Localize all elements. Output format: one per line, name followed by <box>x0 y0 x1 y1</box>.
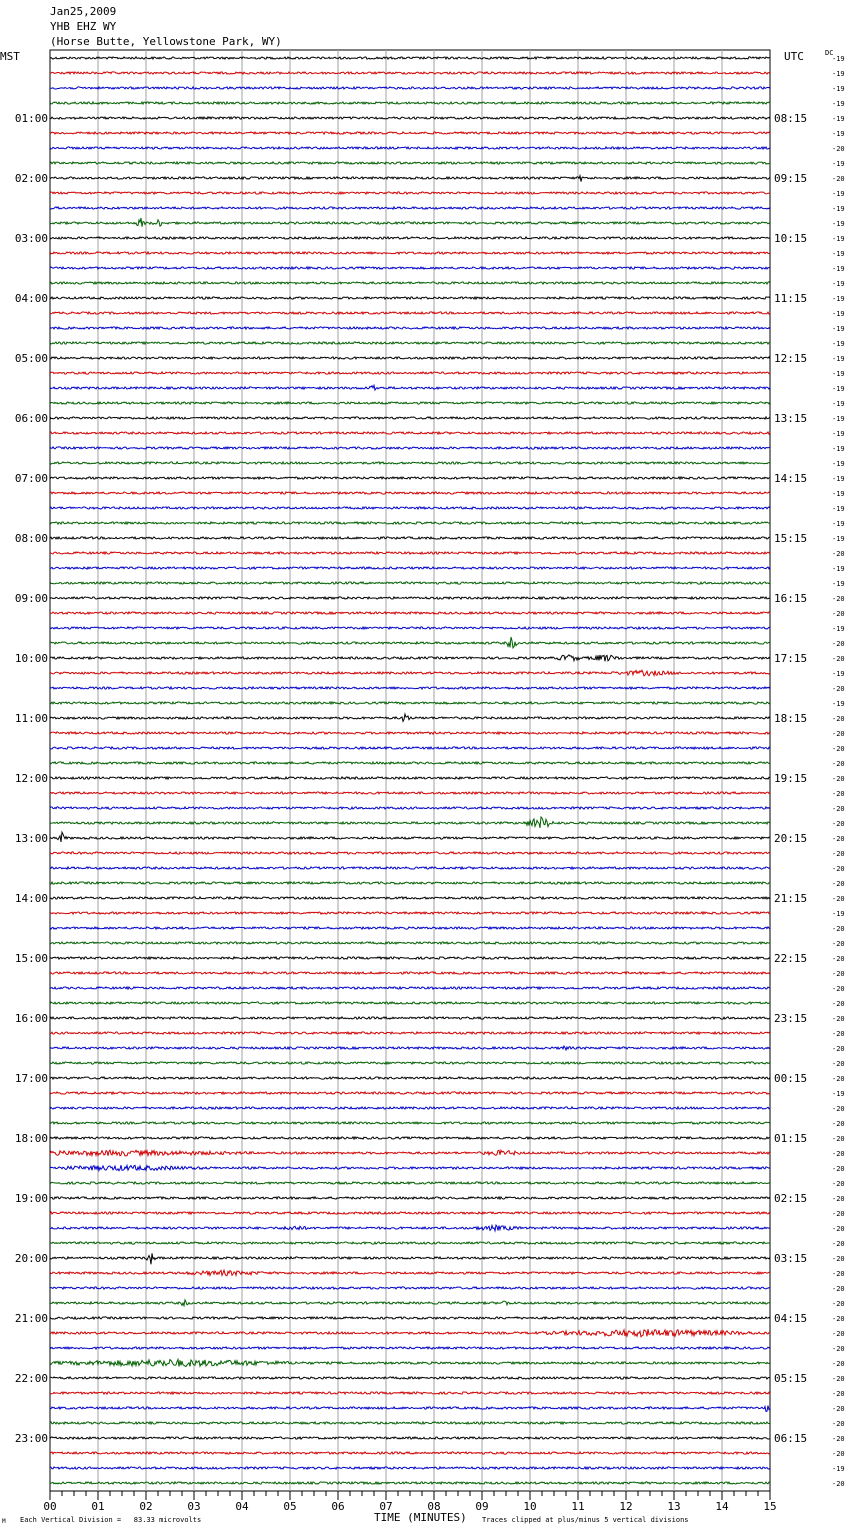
trace-line <box>50 477 770 479</box>
dc-offset-label: -20 <box>832 1075 845 1083</box>
mst-hour-label: 05:00 <box>14 352 48 365</box>
dc-offset-label: -20 <box>832 1240 845 1248</box>
trace-line <box>50 218 770 227</box>
mst-hour-label: 04:00 <box>14 292 48 305</box>
dc-offset-label: -19 <box>832 415 845 423</box>
trace-line <box>50 1392 770 1394</box>
x-tick-label: 06 <box>331 1500 345 1513</box>
dc-offset-label: -20 <box>832 1015 845 1023</box>
dc-offset-label: -20 <box>832 685 845 693</box>
trace-line <box>50 702 770 704</box>
x-tick-label: 03 <box>187 1500 201 1513</box>
utc-hour-label: 09:15 <box>774 172 808 185</box>
dc-offset-label: -19 <box>832 475 845 483</box>
dc-offset-label: -20 <box>832 760 845 768</box>
dc-offset-label: -20 <box>832 745 845 753</box>
right-timezone-label: UTC <box>784 50 804 63</box>
trace-line <box>50 1092 770 1094</box>
dc-offset-label: -20 <box>832 1225 845 1233</box>
trace-line <box>50 817 770 828</box>
trace-line <box>50 567 770 569</box>
utc-hour-label: 04:15 <box>774 1312 808 1325</box>
utc-hour-label: 00:15 <box>774 1072 808 1085</box>
x-tick-label: 04 <box>235 1500 249 1513</box>
x-tick-label: 10 <box>523 1500 537 1513</box>
utc-hour-label: 16:15 <box>774 592 808 605</box>
utc-hour-label: 12:15 <box>774 352 808 365</box>
utc-hour-label: 17:15 <box>774 652 808 665</box>
dc-offset-label: -20 <box>832 1285 845 1293</box>
trace-line <box>50 1253 770 1264</box>
trace-line <box>50 1317 770 1319</box>
utc-hour-label: 03:15 <box>774 1252 808 1265</box>
trace-line <box>50 957 770 959</box>
dc-offset-label: -19 <box>832 700 845 708</box>
corner-mark: M <box>2 1518 6 1525</box>
dc-offset-label: -20 <box>832 1120 845 1128</box>
trace-line <box>50 1467 770 1469</box>
dc-offset-label: -19 <box>832 910 845 918</box>
trace-line <box>50 1182 770 1184</box>
dc-offset-label: -19 <box>832 100 845 108</box>
utc-hour-label: 08:15 <box>774 112 808 125</box>
trace-line <box>50 1452 770 1454</box>
dc-offset-label: -19 <box>832 190 845 198</box>
mst-hour-label: 17:00 <box>14 1072 48 1085</box>
dc-offset-label: -19 <box>832 85 845 93</box>
mst-hour-label: 21:00 <box>14 1312 48 1325</box>
trace-line <box>50 670 770 676</box>
dc-offset-label: -20 <box>832 895 845 903</box>
dc-offset-label: -19 <box>832 370 845 378</box>
dc-offset-label: -20 <box>832 955 845 963</box>
trace-line <box>50 655 770 662</box>
dc-offset-label: -20 <box>832 1390 845 1398</box>
trace-line <box>50 522 770 524</box>
dc-offset-label: -19 <box>832 460 845 468</box>
trace-line <box>50 1165 770 1171</box>
trace-line <box>50 87 770 89</box>
trace-line <box>50 747 770 749</box>
dc-offset-label: -19 <box>832 205 845 213</box>
dc-offset-label: -19 <box>832 385 845 393</box>
trace-line <box>50 327 770 329</box>
trace-line <box>50 1137 770 1139</box>
mst-hour-label: 20:00 <box>14 1252 48 1265</box>
trace-line <box>50 57 770 59</box>
trace-line <box>50 417 770 419</box>
utc-hour-label: 23:15 <box>774 1012 808 1025</box>
utc-hour-label: 05:15 <box>774 1372 808 1385</box>
utc-hour-label: 21:15 <box>774 892 808 905</box>
trace-line <box>50 1225 770 1231</box>
mst-hour-label: 06:00 <box>14 412 48 425</box>
dc-offset-label: -19 <box>832 505 845 513</box>
dc-offset-label: -20 <box>832 1105 845 1113</box>
utc-hour-label: 14:15 <box>774 472 808 485</box>
dc-offset-label: -20 <box>832 175 845 183</box>
x-tick-label: 14 <box>715 1500 729 1513</box>
dc-offset-label: -19 <box>832 70 845 78</box>
trace-line <box>50 1077 770 1079</box>
trace-line <box>50 612 770 614</box>
trace-line <box>50 582 770 584</box>
dc-offset-label: -20 <box>832 880 845 888</box>
mst-hour-label: 22:00 <box>14 1372 48 1385</box>
dc-offset-label: -19 <box>832 160 845 168</box>
x-tick-label: 09 <box>475 1500 489 1513</box>
x-tick-label: 13 <box>667 1500 681 1513</box>
mst-hour-label: 09:00 <box>14 592 48 605</box>
utc-hour-label: 18:15 <box>774 712 808 725</box>
dc-offset-label: -20 <box>832 940 845 948</box>
utc-hour-label: 15:15 <box>774 532 808 545</box>
trace-line <box>50 637 770 648</box>
trace-line <box>50 117 770 119</box>
mst-hour-label: 12:00 <box>14 772 48 785</box>
dc-offset-label: -19 <box>832 325 845 333</box>
trace-line <box>50 147 770 149</box>
dc-offset-label: -20 <box>832 1375 845 1383</box>
trace-line <box>50 1242 770 1244</box>
dc-offset-label: -20 <box>832 715 845 723</box>
trace-line <box>50 942 770 944</box>
trace-line <box>50 927 770 929</box>
dc-offset-label: -19 <box>832 670 845 678</box>
dc-offset-label: -19 <box>832 220 845 228</box>
x-axis-title: TIME (MINUTES) <box>374 1511 467 1524</box>
dc-offset-label: -20 <box>832 1345 845 1353</box>
mst-hour-label: 10:00 <box>14 652 48 665</box>
dc-offset-label: -20 <box>832 1045 845 1053</box>
trace-line <box>50 237 770 239</box>
dc-offset-label: -19 <box>832 445 845 453</box>
utc-hour-label: 13:15 <box>774 412 808 425</box>
mst-hour-label: 08:00 <box>14 532 48 545</box>
dc-offset-label: -20 <box>832 610 845 618</box>
mst-hour-label: 11:00 <box>14 712 48 725</box>
trace-line <box>50 1347 770 1349</box>
mst-hour-label: 07:00 <box>14 472 48 485</box>
mst-hour-label: 15:00 <box>14 952 48 965</box>
mst-hour-label: 19:00 <box>14 1192 48 1205</box>
dc-offset-label: -19 <box>832 340 845 348</box>
trace-line <box>50 492 770 494</box>
dc-offset-label: -20 <box>832 1210 845 1218</box>
dc-offset-label: -20 <box>832 1450 845 1458</box>
plot-frame <box>50 50 770 1491</box>
trace-line <box>50 176 770 182</box>
dc-offset-label: -19 <box>832 130 845 138</box>
trace-line <box>50 832 770 842</box>
x-tick-label: 00 <box>43 1500 57 1513</box>
x-tick-label: 11 <box>571 1500 585 1513</box>
trace-line <box>50 627 770 629</box>
clip-note: Traces clipped at plus/minus 5 vertical divisions <box>482 1516 689 1524</box>
trace-line <box>50 1437 770 1439</box>
trace-line <box>50 462 770 464</box>
location-label: (Horse Butte, Yellowstone Park, WY) <box>50 35 282 48</box>
mst-hour-label: 18:00 <box>14 1132 48 1145</box>
utc-hour-label: 11:15 <box>774 292 808 305</box>
trace-line <box>50 1032 770 1034</box>
mst-hour-label: 02:00 <box>14 172 48 185</box>
dc-offset-label: -20 <box>832 1480 845 1488</box>
trace-line <box>50 792 770 794</box>
utc-hour-label: 22:15 <box>774 952 808 965</box>
x-tick-label: 12 <box>619 1500 633 1513</box>
trace-line <box>50 1197 770 1199</box>
trace-line <box>50 1300 770 1306</box>
utc-hour-label: 10:15 <box>774 232 808 245</box>
mst-hour-label: 16:00 <box>14 1012 48 1025</box>
dc-offset-label: -20 <box>832 970 845 978</box>
dc-offset-label: -20 <box>832 730 845 738</box>
trace-line <box>50 357 770 359</box>
dc-offset-label: -19 <box>832 310 845 318</box>
dc-offset-label: -20 <box>832 1000 845 1008</box>
dc-offset-label: -20 <box>832 775 845 783</box>
trace-line <box>50 252 770 254</box>
trace-line <box>50 897 770 899</box>
mst-hour-label: 03:00 <box>14 232 48 245</box>
trace-line <box>50 1287 770 1289</box>
trace-line <box>50 597 770 599</box>
dc-offset-label: -19 <box>832 265 845 273</box>
mst-hour-label: 23:00 <box>14 1432 48 1445</box>
trace-line <box>50 1107 770 1109</box>
dc-offset-label: -20 <box>832 1060 845 1068</box>
left-timezone-label: MST <box>0 50 20 63</box>
dc-offset-label: -20 <box>832 655 845 663</box>
trace-line <box>50 714 770 721</box>
trace-line <box>50 777 770 779</box>
dc-offset-label: -19 <box>832 625 845 633</box>
x-tick-label: 15 <box>763 1500 777 1513</box>
dc-offset-label: -20 <box>832 1165 845 1173</box>
trace-line <box>50 1122 770 1124</box>
x-tick-label: 02 <box>139 1500 153 1513</box>
dc-offset-label: -20 <box>832 865 845 873</box>
utc-hour-label: 01:15 <box>774 1132 808 1145</box>
dc-offset-label: -19 <box>832 250 845 258</box>
dc-offset-label: -20 <box>832 925 845 933</box>
dc-offset-label: -20 <box>832 1315 845 1323</box>
trace-line <box>50 432 770 434</box>
trace-line <box>50 552 770 554</box>
utc-hour-label: 02:15 <box>774 1192 808 1205</box>
dc-offset-label: -20 <box>832 1150 845 1158</box>
date-label: Jan25,2009 <box>50 5 117 18</box>
x-tick-label: 08 <box>427 1500 441 1513</box>
dc-offset-header: DC <box>825 49 834 57</box>
mst-hour-label: 01:00 <box>14 112 48 125</box>
dc-offset-label: -19 <box>832 295 845 303</box>
trace-line <box>50 537 770 539</box>
dc-offset-label: -20 <box>832 640 845 648</box>
utc-hour-label: 06:15 <box>774 1432 808 1445</box>
trace-line <box>50 732 770 734</box>
station-label: YHB EHZ WY <box>50 20 117 33</box>
trace-line <box>50 867 770 869</box>
trace-line <box>50 1422 770 1424</box>
trace-line <box>50 1359 770 1366</box>
trace-line <box>50 882 770 884</box>
utc-hour-label: 19:15 <box>774 772 808 785</box>
trace-line <box>50 192 770 194</box>
trace-line <box>50 372 770 374</box>
dc-offset-label: -20 <box>832 1195 845 1203</box>
dc-offset-label: -19 <box>832 355 845 363</box>
trace-line <box>50 402 770 404</box>
trace-line <box>50 1406 770 1412</box>
dc-offset-label: -19 <box>832 55 845 63</box>
dc-offset-label: -19 <box>832 430 845 438</box>
trace-line <box>50 342 770 344</box>
dc-offset-label: -20 <box>832 1030 845 1038</box>
dc-offset-label: -20 <box>832 1435 845 1443</box>
trace-line <box>50 972 770 974</box>
trace-line <box>50 987 770 989</box>
trace-line <box>50 1482 770 1484</box>
dc-offset-label: -20 <box>832 595 845 603</box>
x-tick-label: 05 <box>283 1500 297 1513</box>
trace-line <box>50 807 770 809</box>
dc-offset-label: -20 <box>832 805 845 813</box>
trace-line <box>50 312 770 314</box>
dc-offset-label: -20 <box>832 1135 845 1143</box>
dc-offset-label: -20 <box>832 1300 845 1308</box>
dc-offset-label: -20 <box>832 1270 845 1278</box>
dc-offset-label: -20 <box>832 1180 845 1188</box>
trace-line <box>50 267 770 269</box>
trace-line <box>50 762 770 764</box>
trace-line <box>50 1150 770 1156</box>
x-tick-label: 01 <box>91 1500 105 1513</box>
trace-line <box>50 1270 770 1276</box>
trace-line <box>50 912 770 914</box>
trace-line <box>50 507 770 509</box>
trace-line <box>50 162 770 164</box>
trace-line <box>50 132 770 134</box>
dc-offset-label: -19 <box>832 1465 845 1473</box>
trace-line <box>50 385 770 390</box>
dc-offset-label: -20 <box>832 1420 845 1428</box>
dc-offset-label: -20 <box>832 1360 845 1368</box>
mst-hour-label: 13:00 <box>14 832 48 845</box>
dc-offset-label: -19 <box>832 565 845 573</box>
trace-line <box>50 1002 770 1004</box>
dc-offset-label: -19 <box>832 280 845 288</box>
dc-offset-label: -19 <box>832 520 845 528</box>
trace-line <box>50 282 770 284</box>
trace-line <box>50 1062 770 1064</box>
trace-line <box>50 1329 770 1337</box>
trace-line <box>50 1046 770 1050</box>
dc-offset-label: -20 <box>832 1405 845 1413</box>
dc-offset-label: -19 <box>832 535 845 543</box>
dc-offset-label: -20 <box>832 985 845 993</box>
dc-offset-label: -20 <box>832 820 845 828</box>
trace-line <box>50 687 770 689</box>
mst-hour-label: 14:00 <box>14 892 48 905</box>
dc-offset-label: -20 <box>832 790 845 798</box>
trace-line <box>50 1377 770 1379</box>
trace-line <box>50 852 770 854</box>
utc-hour-label: 20:15 <box>774 832 808 845</box>
vertical-division-note: Each Vertical Division = 83.33 microvolts <box>20 1516 202 1524</box>
trace-line <box>50 1212 770 1214</box>
trace-line <box>50 102 770 104</box>
dc-offset-label: -19 <box>832 400 845 408</box>
trace-line <box>50 447 770 449</box>
dc-offset-label: -20 <box>832 1255 845 1263</box>
trace-line <box>50 207 770 209</box>
dc-offset-label: -20 <box>832 850 845 858</box>
dc-offset-label: -20 <box>832 145 845 153</box>
dc-offset-label: -20 <box>832 1330 845 1338</box>
trace-line <box>50 297 770 299</box>
dc-offset-label: -19 <box>832 115 845 123</box>
dc-offset-label: -19 <box>832 580 845 588</box>
dc-offset-label: -19 <box>832 490 845 498</box>
dc-offset-label: -20 <box>832 550 845 558</box>
trace-line <box>50 1017 770 1019</box>
dc-offset-label: -19 <box>832 235 845 243</box>
trace-line <box>50 72 770 74</box>
dc-offset-label: -19 <box>832 1090 845 1098</box>
dc-offset-label: -20 <box>832 835 845 843</box>
x-tick-label: 07 <box>379 1500 393 1513</box>
